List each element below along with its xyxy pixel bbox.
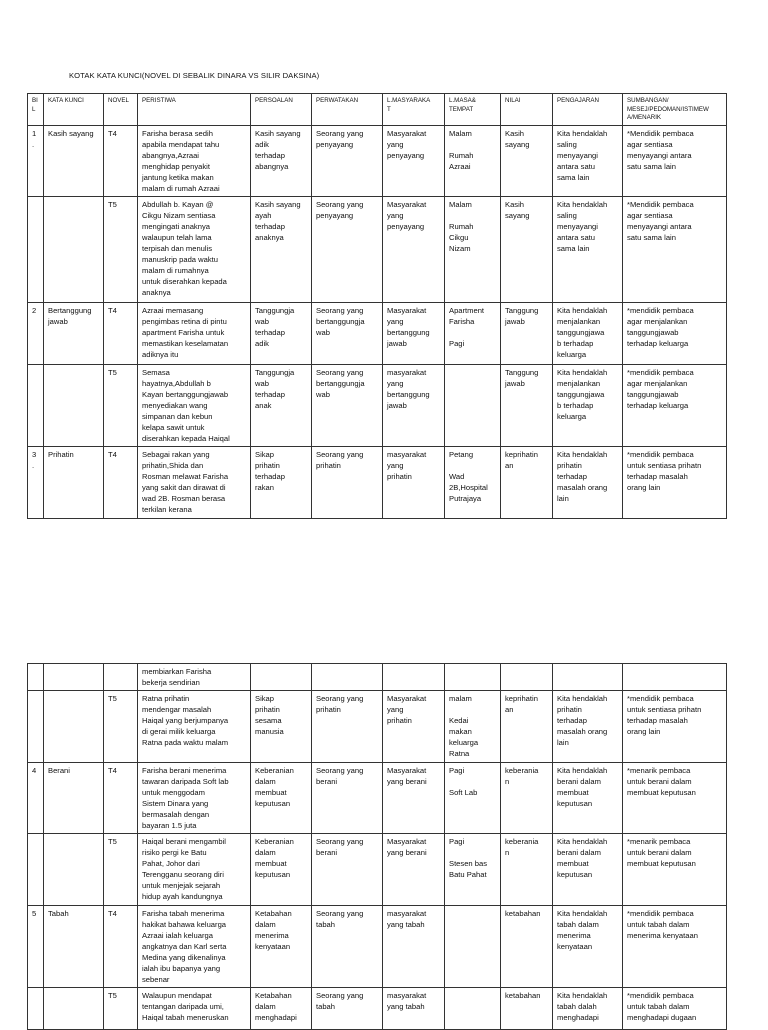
cell-issue: Ketabahan dalam menghadapi	[251, 988, 312, 1030]
cell-keyword	[44, 364, 104, 446]
cell-issue: Kasih sayang adik terhadap abangnya	[251, 125, 312, 196]
cell-character: Seorang yang bertanggungja wab	[312, 364, 383, 446]
cell-character: Seorang yang prihatin	[312, 446, 383, 518]
header-value: NILAI	[501, 94, 553, 126]
cell-novel: T5	[104, 364, 138, 446]
cell-value: keprihatin an	[501, 446, 553, 518]
cell-lesson: Kita hendaklah tabah dalah menghadapi	[553, 988, 623, 1030]
cell-novel: T4	[104, 446, 138, 518]
cell-number	[28, 364, 44, 446]
cell-society: Masyarakat yang penyayang	[383, 196, 445, 302]
cell-keyword	[44, 664, 104, 691]
header-time-place: L.MASA& TEMPAT	[445, 94, 501, 126]
cell-number	[28, 834, 44, 906]
cell-message: *mendidik pembaca agar menjalankan tanggungjawab terhadap keluarga	[623, 302, 727, 364]
cell-message: *menarik pembaca untuk berani dalam membuat keputusan	[623, 763, 727, 834]
header-issue: PERSOALAN	[251, 94, 312, 126]
cell-message: *mendidik pembaca untuk sentiasa prihatn terhadap masalah orang lain	[623, 691, 727, 763]
cell-message: *mendidik pembaca agar menjalankan tanggungjawab terhadap keluarga	[623, 364, 727, 446]
cell-issue: Sikap prihatin sesama manusia	[251, 691, 312, 763]
cell-message: *mendidik pembaca untuk sentiasa prihatn terhadap masalah orang lain	[623, 446, 727, 518]
cell-event: Abdullah b. Kayan @ Cikgu Nizam sentiasa mengingati anaknya walaupun telah lama terpisah dan menulis manuskrip pada waktu malam di rumahnya untuk diserahkan kepada anaknya	[138, 196, 251, 302]
header-lesson: PENGAJARAN	[553, 94, 623, 126]
cell-society	[383, 664, 445, 691]
cell-issue	[251, 664, 312, 691]
cell-keyword	[44, 988, 104, 1030]
cell-number: 2	[28, 302, 44, 364]
table-row	[28, 664, 727, 691]
cell-novel	[104, 664, 138, 691]
cell-novel: T5	[104, 834, 138, 906]
cell-time-place: Petang Wad 2B,Hospital Putrajaya	[445, 446, 501, 518]
cell-message: *mendidik pembaca untuk tabah dalam menerima kenyataan	[623, 906, 727, 988]
cell-novel: T5	[104, 988, 138, 1030]
cell-issue: Sikap prihatin terhadap rakan	[251, 446, 312, 518]
table-row	[28, 196, 727, 302]
cell-character: Seorang yang prihatin	[312, 691, 383, 763]
cell-keyword: Tabah	[44, 906, 104, 988]
cell-value: ketabahan	[501, 906, 553, 988]
cell-lesson: Kita hendaklah menjalankan tanggungjawa b terhadap keluarga	[553, 364, 623, 446]
cell-novel: T4	[104, 125, 138, 196]
cell-message: *Mendidik pembaca agar sentiasa menyayangi antara satu sama lain	[623, 125, 727, 196]
cell-lesson: Kita hendaklah saling menyayangi antara satu sama lain	[553, 125, 623, 196]
cell-character: Seorang yang berani	[312, 763, 383, 834]
cell-time-place: Apartment Farisha Pagi	[445, 302, 501, 364]
table-row	[28, 834, 727, 906]
cell-value: Tanggung jawab	[501, 364, 553, 446]
cell-value: keberania n	[501, 834, 553, 906]
cell-character: Seorang yang penyayang	[312, 125, 383, 196]
cell-lesson: Kita hendaklah menjalankan tanggungjawa b terhadap keluarga	[553, 302, 623, 364]
cell-novel: T4	[104, 763, 138, 834]
cell-message	[623, 664, 727, 691]
cell-time-place: malam Kedai makan keluarga Ratna	[445, 691, 501, 763]
cell-value: Kasih sayang	[501, 125, 553, 196]
cell-issue: Kasih sayang ayah terhadap anaknya	[251, 196, 312, 302]
table-row	[28, 125, 727, 196]
cell-keyword: Berani	[44, 763, 104, 834]
cell-event: Azraai memasang pengimbas retina di pintu apartment Farisha untuk memastikan keselamatan adiknya itu	[138, 302, 251, 364]
cell-time-place: Pagi Stesen bas Batu Pahat	[445, 834, 501, 906]
cell-lesson: Kita hendaklah prihatin terhadap masalah orang lain	[553, 446, 623, 518]
cell-keyword: Kasih sayang	[44, 125, 104, 196]
cell-value	[501, 664, 553, 691]
document-title: KOTAK KATA KUNCI(NOVEL DI SEBALIK DINARA VS SILIR DAKSINA)	[69, 71, 320, 80]
cell-society: masyarakat yang prihatin	[383, 446, 445, 518]
cell-number	[28, 988, 44, 1030]
cell-keyword: Bertanggung jawab	[44, 302, 104, 364]
cell-event: Ratna prihatin mendengar masalah Haiqal yang berjumpanya di gerai milik keluarga Ratna pada waktu malam	[138, 691, 251, 763]
cell-issue: Tanggungja wab terhadap adik	[251, 302, 312, 364]
cell-event: Walaupun mendapat tentangan daripada umi, Haiqal tabah meneruskan	[138, 988, 251, 1030]
cell-character: Seorang yang bertanggungja wab	[312, 302, 383, 364]
cell-number: 1 .	[28, 125, 44, 196]
cell-character: Seorang yang tabah	[312, 988, 383, 1030]
cell-keyword	[44, 196, 104, 302]
table-row	[28, 446, 727, 518]
table-row	[28, 988, 727, 1030]
cell-time-place	[445, 664, 501, 691]
cell-character: Seorang yang tabah	[312, 906, 383, 988]
cell-time-place: Malam Rumah Azraai	[445, 125, 501, 196]
cell-event: Haiqal berani mengambil risiko pergi ke Batu Pahat, Johor dari Terengganu seorang diri untuk menjejak sejarah hidup ayah kandungnya	[138, 834, 251, 906]
cell-novel: T5	[104, 196, 138, 302]
cell-value: Kasih sayang	[501, 196, 553, 302]
table-row	[28, 906, 727, 988]
cell-keyword: Prihatin	[44, 446, 104, 518]
cell-time-place: Pagi Soft Lab	[445, 763, 501, 834]
cell-novel: T5	[104, 691, 138, 763]
cell-event: Farisha berani menerima tawaran daripada Soft lab untuk menggodam Sistem Dinara yang bermasalah dengan bayaran 1.5 juta	[138, 763, 251, 834]
cell-number	[28, 691, 44, 763]
cell-character: Seorang yang berani	[312, 834, 383, 906]
cell-lesson: Kita hendaklah berani dalam membuat keputusan	[553, 763, 623, 834]
cell-message: *Mendidik pembaca agar sentiasa menyayangi antara satu sama lain	[623, 196, 727, 302]
cell-lesson: Kita hendaklah prihatin terhadap masalah orang lain	[553, 691, 623, 763]
cell-number	[28, 664, 44, 691]
cell-lesson	[553, 664, 623, 691]
header-novel: NOVEL	[104, 94, 138, 126]
cell-keyword	[44, 834, 104, 906]
cell-event: Farisha tabah menerima hakikat bahawa keluarga Azraai ialah keluarga angkatnya dan Karl serta Medina yang dikenalinya ialah ibu bapanya yang sebenar	[138, 906, 251, 988]
cell-character: Seorang yang penyayang	[312, 196, 383, 302]
cell-society: Masyarakat yang prihatin	[383, 691, 445, 763]
table-row	[28, 691, 727, 763]
cell-event: Farisha berasa sedih apabila mendapat tahu abangnya,Azraai menghidap penyakit jantung ketika makan malam di rumah Azraai	[138, 125, 251, 196]
key-word-table-part-1	[27, 93, 727, 519]
cell-time-place: Malam Rumah Cikgu Nizam	[445, 196, 501, 302]
cell-time-place	[445, 988, 501, 1030]
cell-society: masyarakat yang tabah	[383, 988, 445, 1030]
cell-issue: Keberanian dalam membuat keputusan	[251, 763, 312, 834]
cell-issue: Ketabahan dalam menerima kenyataan	[251, 906, 312, 988]
header-number: BI L	[28, 94, 44, 126]
cell-keyword	[44, 691, 104, 763]
cell-event: Sebagai rakan yang prihatin,Shida dan Rosman melawat Farisha yang sakit dan dirawat di wad 2B. Rosman berasa terkilan kerana	[138, 446, 251, 518]
cell-society: Masyarakat yang berani	[383, 834, 445, 906]
cell-lesson: Kita hendaklah saling menyayangi antara satu sama lain	[553, 196, 623, 302]
cell-society: masyarakat yang tabah	[383, 906, 445, 988]
table-row	[28, 763, 727, 834]
cell-character	[312, 664, 383, 691]
cell-event: membiarkan Farisha bekerja sendirian	[138, 664, 251, 691]
header-keyword: KATA KUNCI	[44, 94, 104, 126]
cell-lesson: Kita hendaklah tabah dalam menerima kenyataan	[553, 906, 623, 988]
cell-number	[28, 196, 44, 302]
cell-value: Tanggung jawab	[501, 302, 553, 364]
header-character: PERWATAKAN	[312, 94, 383, 126]
table-row	[28, 302, 727, 364]
table-row	[28, 364, 727, 446]
cell-number: 4	[28, 763, 44, 834]
cell-event: Semasa hayatnya,Abdullah b Kayan bertanggungjawab menyediakan wang simpanan dan kebun kelapa sawit untuk diserahkan kepada Haiqal	[138, 364, 251, 446]
cell-society: Masyarakat yang penyayang	[383, 125, 445, 196]
cell-society: Masyarakat yang berani	[383, 763, 445, 834]
header-message: SUMBANGAN/ MESEJ/PEDOMAN/ISTIMEW A/MENARIK	[623, 94, 727, 126]
cell-issue: Tanggungja wab terhadap anak	[251, 364, 312, 446]
cell-value: keberania n	[501, 763, 553, 834]
key-word-table-part-2	[27, 663, 727, 1030]
cell-number: 3 .	[28, 446, 44, 518]
cell-time-place	[445, 364, 501, 446]
cell-novel: T4	[104, 302, 138, 364]
cell-issue: Keberanian dalam membuat keputusan	[251, 834, 312, 906]
header-society: L.MASYARAKA T	[383, 94, 445, 126]
cell-message: *mendidik pembaca untuk tabah dalam menghadapi dugaan	[623, 988, 727, 1030]
cell-message: *menarik pembaca untuk berani dalam membuat keputusan	[623, 834, 727, 906]
cell-value: ketabahan	[501, 988, 553, 1030]
cell-number: 5	[28, 906, 44, 988]
cell-lesson: Kita hendaklah berani dalam membuat keputusan	[553, 834, 623, 906]
cell-value: keprihatin an	[501, 691, 553, 763]
cell-society: masyarakat yang bertanggung jawab	[383, 364, 445, 446]
cell-society: Masyarakat yang bertanggung jawab	[383, 302, 445, 364]
cell-novel: T4	[104, 906, 138, 988]
header-event: PERISTIWA	[138, 94, 251, 126]
cell-time-place	[445, 906, 501, 988]
